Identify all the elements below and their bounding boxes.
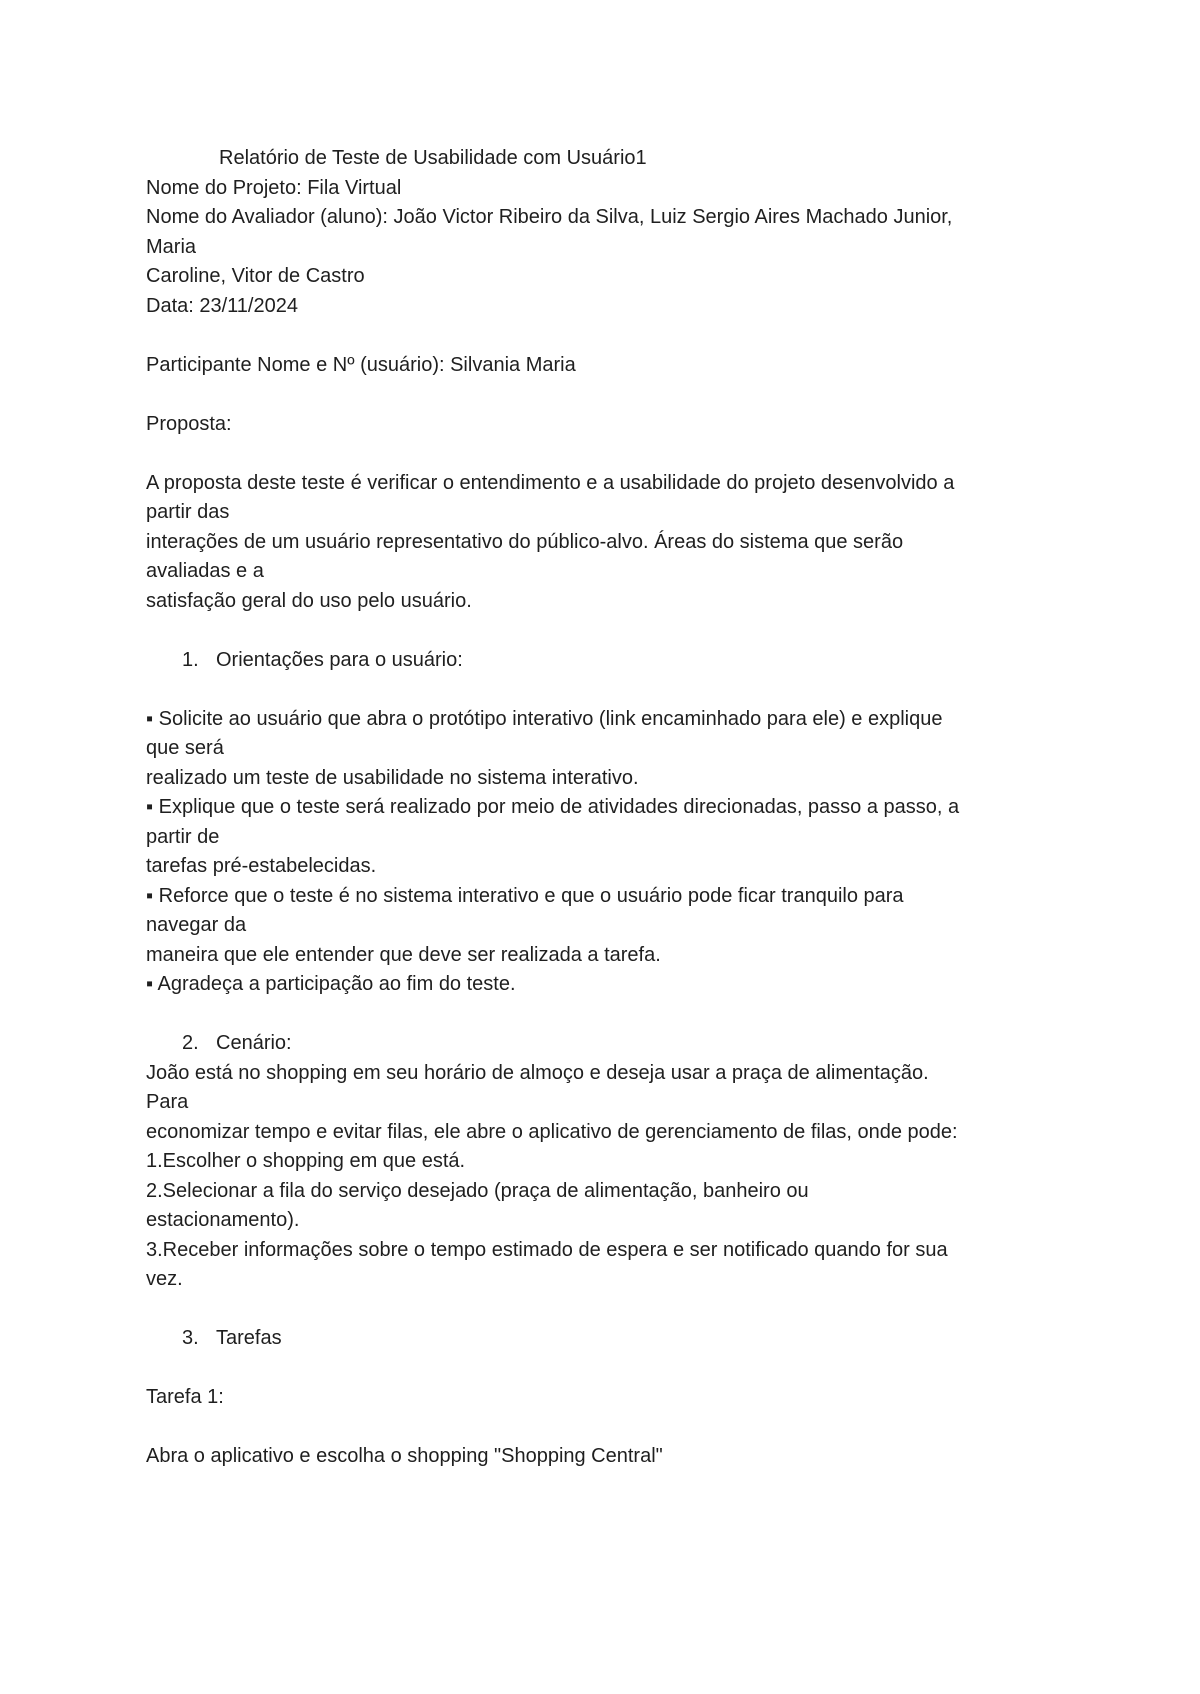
task-heading: Tarefa 1:: [146, 1386, 224, 1408]
orientation-line: ▪ Explique que o teste será realizado por meio de atividades direcionadas, passo a passo, a: [146, 796, 960, 818]
orientation-line: ▪ Solicite ao usuário que abra o protótipo interativo (link encaminhado para ele) e explique: [146, 707, 943, 730]
task-text: Abra o aplicativo e escolha o shopping "Shopping Central": [146, 1445, 663, 1467]
orientation-line: ▪ Reforce que o teste é no sistema interativo e que o usuário pode ficar tranquilo para: [146, 884, 904, 907]
scenario-line: estacionamento).: [146, 1209, 300, 1231]
orientation-line: partir de: [146, 825, 220, 848]
evaluator-line: Nome do Avaliador (aluno): João Victor Ribeiro da Silva, Luiz Sergio Aires Machado Junior,: [146, 206, 953, 228]
spacer: [146, 1354, 1066, 1384]
section-heading-tarefas: [146, 1324, 1066, 1354]
scenario-line: vez.: [146, 1268, 183, 1290]
spacer: [146, 1000, 1066, 1030]
proposal-text-line: partir das: [146, 501, 230, 523]
orientation-line: maneira que ele entender que deve ser realizada a tarefa.: [146, 943, 661, 966]
list-number: 1.: [182, 648, 199, 671]
scenario-line: 3.Receber informações sobre o tempo estimado de espera e ser notificado quando for sua: [146, 1238, 948, 1261]
evaluator-line: Maria: [146, 235, 197, 258]
orientation-line: navegar da: [146, 914, 247, 936]
spacer: [146, 1413, 1066, 1443]
date-line: Data: 23/11/2024: [146, 294, 298, 317]
spacer: [146, 439, 1066, 469]
scenario-line: João está no shopping em seu horário de almoço e deseja usar a praça de alimentação.: [146, 1061, 929, 1084]
spacer: [146, 675, 1066, 705]
scenario-line: Para: [146, 1091, 189, 1113]
list-number: 2.: [182, 1032, 199, 1054]
proposal-text-line: avaliadas e a: [146, 560, 264, 582]
participant-line: Participante Nome e Nº (usuário): Silvania Maria: [146, 353, 576, 376]
document-body: [146, 144, 1066, 1472]
proposal-text-line: satisfação geral do uso pelo usuário.: [146, 589, 472, 612]
proposal-heading: Proposta:: [146, 412, 232, 435]
project-name-line: Nome do Projeto: Fila Virtual: [146, 176, 402, 199]
section-heading-text: Orientações para o usuário:: [216, 648, 463, 671]
scenario-line: 2.Selecionar a fila do serviço desejado (praça de alimentação, banheiro ou: [146, 1179, 809, 1202]
section-heading-text: Cenário:: [216, 1032, 292, 1054]
scenario-line: economizar tempo e evitar filas, ele abre o aplicativo de gerenciamento de filas, onde pode:: [146, 1120, 958, 1143]
list-number: 3.: [182, 1327, 199, 1349]
spacer: [146, 321, 1066, 351]
orientation-line: que será: [146, 737, 224, 759]
spacer: [146, 380, 1066, 410]
evaluator-line: Caroline, Vitor de Castro: [146, 265, 365, 287]
orientation-line: tarefas pré-estabelecidas.: [146, 855, 377, 877]
section-heading-orientacoes: [146, 646, 1066, 676]
spacer: [146, 616, 1066, 646]
proposal-text-line: interações de um usuário representativo do público-alvo. Áreas do sistema que serão: [146, 530, 904, 553]
section-heading-text: Tarefas: [216, 1327, 282, 1349]
orientation-line: ▪ Agradeça a participação ao fim do teste.: [146, 973, 516, 995]
spacer: [146, 1295, 1066, 1325]
section-heading-cenario: [146, 1029, 1066, 1059]
report-title: Relatório de Teste de Usabilidade com Usuário1: [219, 147, 647, 169]
orientation-line: realizado um teste de usabilidade no sistema interativo.: [146, 766, 639, 789]
proposal-text-line: A proposta deste teste é verificar o entendimento e a usabilidade do projeto desenvolvido a: [146, 471, 955, 494]
scenario-line: 1.Escolher o shopping em que está.: [146, 1150, 466, 1172]
